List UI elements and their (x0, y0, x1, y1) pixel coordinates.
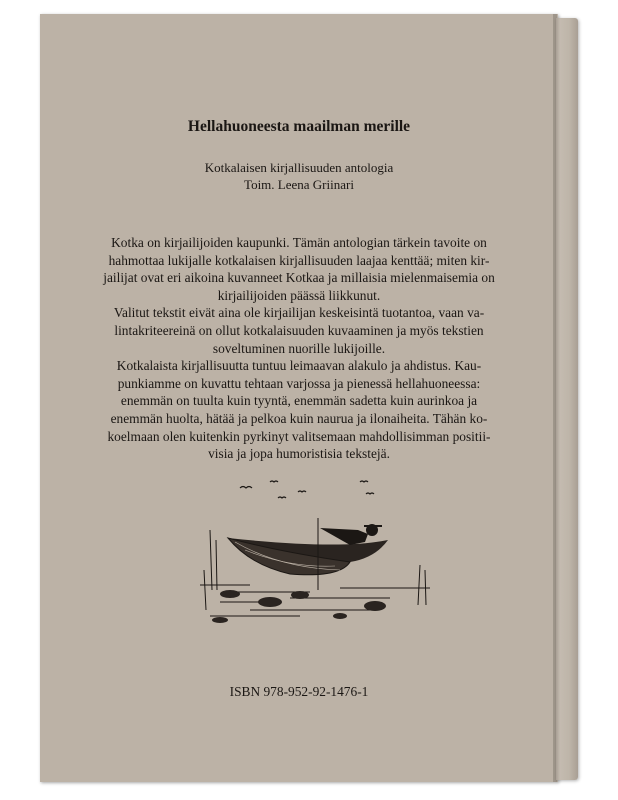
blurb-line: Kotkalaista kirjallisuutta tuntuu leimaavan alakulo ja ahdistus. Kau- (116, 358, 482, 374)
blurb-line: visia ja jopa humoristisia tekstejä. (208, 446, 390, 462)
blurb-line: hahmottaa lukijalle kotkalaisen kirjallisuuden laajaa kenttää; miten kir- (108, 252, 490, 268)
boat-fisherman-illustration (190, 470, 440, 630)
book-title: Hellahuoneesta maailman merille (187, 118, 411, 135)
blurb-line: enemmän on tuulta kuin tyyntä, enemmän sadetta kuin aurinkoa ja (120, 393, 478, 409)
blurb-line: lintakriteereinä on ollut kotkalaisuuden kuvaaminen ja myös tekstien (114, 322, 484, 338)
book-subtitle: Kotkalaisen kirjallisuuden antologia (204, 160, 394, 175)
rocks-icon (212, 590, 386, 623)
boat-icon (228, 518, 388, 590)
blurb-line: jailijat ovat eri aikoina kuvanneet Kotkaa ja millaisia mielenmaisemia on (103, 270, 495, 286)
book-editor: Toim. Leena Griinari (244, 177, 354, 192)
blurb-line: koelmaan olen kuitenkin pyrkinyt valitsemaan mahdollisimman positii- (107, 428, 491, 444)
blurb-line: punkiamme on kuvattu tehtaan varjossa ja pienessä hellahuoneessa: (117, 375, 481, 391)
birds-icon (240, 481, 374, 498)
blurb-line: Kotka on kirjailijoiden kaupunki. Tämän antologian tärkein tavoite on (111, 235, 487, 250)
blurb-line: enemmän huolta, hätää ja pelkoa kuin naurua ja ilonaiheita. Tähän ko- (110, 410, 488, 426)
book-spine (556, 18, 578, 780)
blurb-line: Valitut tekstit eivät aina ole kirjailijan keskeisintä tuotantoa, vaan va- (113, 305, 485, 321)
blurb-line: kirjailijoiden päässä liikkunut. (217, 287, 381, 303)
isbn: ISBN 978-952-92-1476-1 (229, 684, 369, 699)
blurb-line: soveltuminen nuorille lukijoille. (212, 340, 386, 356)
blurb (40, 234, 558, 463)
